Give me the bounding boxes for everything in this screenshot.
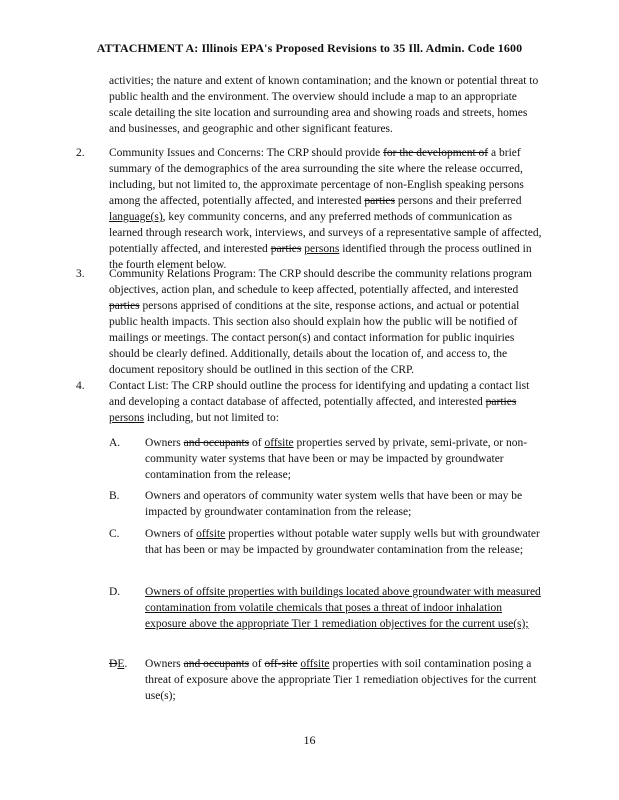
sub-e-text-a: Owners xyxy=(145,658,184,670)
sub-e-letter-struck: D xyxy=(109,658,118,670)
sub-e-letter xyxy=(109,656,127,672)
page-header: ATTACHMENT A: Illinois EPA's Proposed Revisions to 35 Ill. Admin. Code 1600 xyxy=(96,41,523,55)
sub-a-text-e: properties served by private, semi-private, or non-community water systems that have been or may be impacted by groundwater contamination from the release; xyxy=(145,437,528,481)
item-4-inserted-a: persons xyxy=(109,412,145,424)
item-3-number: 3. xyxy=(76,268,85,280)
item-4-text-e: including, but not limited to: xyxy=(144,412,279,424)
intro-text: activities; the nature and extent of known contamination; and the known or potential threat to public health and the environment. The overview should include a map to an appropriate scale detailing the site location and surrounding area and showing roads and streets, homes and businesses, and geographic and other significant features. xyxy=(109,75,539,135)
item-2-text-g: , key community concerns, and any preferred methods of communication as learned through research work, interviews, and surveys of a representative sample of affected, potentially affected, and interested xyxy=(109,211,542,255)
item-2-inserted-a: language(s) xyxy=(109,211,163,223)
item-4-number: 4. xyxy=(76,380,85,392)
item-3-paragraph xyxy=(109,266,545,378)
sub-c-text-c: properties without potable water supply wells but with groundwater that has been or may be impacted by groundwater contamination from the release; xyxy=(145,528,540,556)
sub-a-letter: A. xyxy=(109,437,121,449)
sub-e-paragraph xyxy=(145,656,545,704)
sub-e-letter-dot: . xyxy=(124,658,128,670)
item-4-text-a: Contact List: The CRP should outline the process for identifying and updating a contact list and developing a contact database of affected, potentially affected, and interested xyxy=(109,380,530,408)
item-2-inserted-b: persons xyxy=(304,243,340,255)
item-4-paragraph xyxy=(109,378,545,426)
item-2-number: 2. xyxy=(76,147,85,159)
sub-b-paragraph xyxy=(145,488,545,520)
item-2-text-c: a brief summary of the demographics of the area surrounding the site where the release occurred, including, but not limited to, the approximate percentage of non-English speaking persons among the affected, potentially affected, and interested xyxy=(109,147,524,207)
item-2-text-k: identified through the process outlined in the fourth element below. xyxy=(109,243,532,271)
sub-c-letter: C. xyxy=(109,528,120,540)
sub-d-letter: D. xyxy=(109,586,121,598)
sub-c-text-a: Owners of xyxy=(145,528,197,540)
sub-e-letter-inserted: E xyxy=(117,658,125,670)
item-2-struck-b: parties xyxy=(364,195,395,207)
sub-e-text-c: of xyxy=(249,658,265,670)
sub-a-struck-a: and occupants xyxy=(183,437,250,449)
intro-paragraph xyxy=(109,73,541,137)
sub-e-struck-a: and occupants xyxy=(183,658,250,670)
sub-d-inserted-a: Owners of offsite properties with buildings located above groundwater with measured contamination from volatile chemicals that poses a threat of indoor inhalation exposure above the appropriate Tier 1 remediation objectives for the current use(s); xyxy=(145,586,541,630)
sub-e-struck-b: off-site xyxy=(264,658,298,670)
sub-a-inserted-a: offsite xyxy=(264,437,294,449)
item-4-struck-a: parties xyxy=(485,396,517,408)
sub-c-inserted-a: offsite xyxy=(196,528,226,540)
item-3-text-c: persons apprised of conditions at the site, response actions, and actual or potential public health impacts. This section also should explain how the public will be notified of mailings or meetings. The contact person(s) and contact information for public inquiries should be clearly defined. Additionally, details about the location of, and access to, the document repository should be outlined in this section of the CRP. xyxy=(109,300,520,376)
sub-a-paragraph xyxy=(145,435,545,483)
sub-e-inserted-a: offsite xyxy=(300,658,330,670)
item-3-text-a: Community Relations Program: The CRP should describe the community relations program objectives, action plan, and schedule to keep affected, potentially affected, and interested xyxy=(109,268,532,296)
item-2-paragraph xyxy=(109,145,545,273)
item-3-struck-a: parties xyxy=(109,300,140,312)
sub-c-paragraph xyxy=(145,526,545,558)
item-2-struck-c: parties xyxy=(270,243,302,255)
sub-a-text-a: Owners xyxy=(145,437,184,449)
item-2-text-a: Community Issues and Concerns: The CRP should provide xyxy=(109,147,384,159)
sub-e-text-g: properties with soil contamination posing a threat of exposure above the appropriate Tier 1 remediation objectives for the current use(s); xyxy=(145,658,537,702)
page-number: 16 xyxy=(303,733,316,747)
sub-d-paragraph xyxy=(145,584,545,632)
sub-b-letter: B. xyxy=(109,490,120,502)
sub-a-text-c: of xyxy=(249,437,265,449)
item-2-text-e: persons and their preferred xyxy=(395,195,522,207)
item-2-struck-a: for the development of xyxy=(383,147,489,159)
sub-b-text-a: Owners and operators of community water system wells that have been or may be impacted by groundwater contamination from the release; xyxy=(145,490,523,518)
